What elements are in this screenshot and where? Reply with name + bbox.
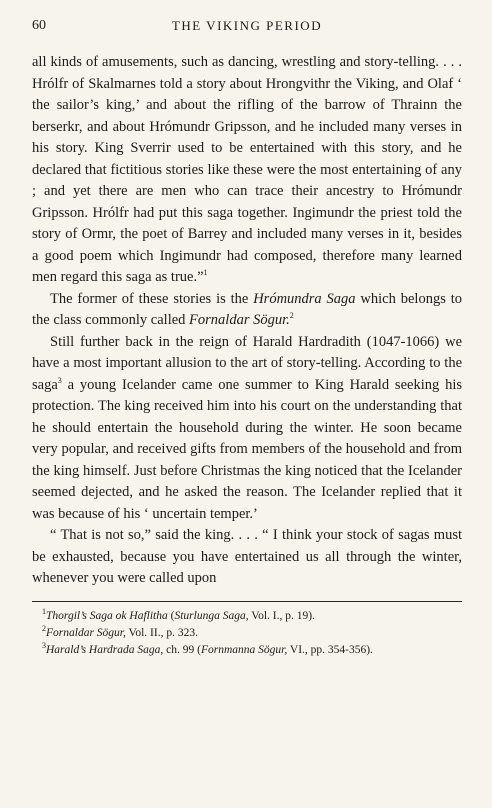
text-run: “ That is not so,” said the king. . . . “ I think your stock of sagas must be exhausted, because you have entertained us all through the winter, whenever you were called upon [32, 527, 462, 586]
note-marker: 3 [57, 375, 62, 385]
italic-title: Fornaldar Sögur. [189, 312, 290, 328]
note-marker: 3 [42, 640, 46, 650]
text-run: The former of these stories is the [50, 290, 254, 307]
body-text [32, 52, 462, 590]
italic-title: Fornmanna Sögur, [200, 643, 288, 656]
text-run: Vol. I., p. 19). [248, 609, 315, 622]
paragraph [32, 52, 462, 289]
text-run: a young Icelander came one summer to King Harald seeking his protection. The king received him into his court on the understanding that he should entertain the household during the winter. He soon became very popular, and received gifts from members of the household and from the king himself. Just before Christmas the king noticed that the Icelander seemed dejected, and he asked the reason. The Icelander replied that it was because of his ‘ uncertain temper.’ [32, 376, 462, 522]
paragraph [32, 525, 462, 590]
paragraph [32, 332, 462, 526]
italic-title: Sturlunga Saga, [174, 609, 249, 622]
text-run: all kinds of amusements, such as dancing, wrestling and story-telling. . . . Hrólfr of Skalmarnes told a story about Hrongvithr the Viking, and Olaf ‘ the sailor’s king,’ and about the rifling of the barrow of Thrainn the berserkr, and about Hrómundr Gripsson, and he included many verses in his story. King Sverrir used to be entertained with this story, and he declared that fictitious stories like these were the most entertaining of any ; and yet there are men who can trace their ancestry to Hrómundr Gripsson. Hrólfr had put this saga together. Ingimundr the priest told the story of Ormr, the poet of Barrey and included many verses in it, besides a good poem which Ingimundr had composed, therefore many learned men regard this saga as true.” [32, 54, 462, 285]
note-marker: 1 [203, 268, 208, 278]
text-run: ch. 99 ( [163, 643, 201, 656]
paragraph [32, 289, 462, 332]
footnote-rule [32, 601, 462, 602]
footnote [32, 642, 462, 659]
footnote [32, 608, 462, 625]
running-head: THE VIKING PERIOD [171, 18, 323, 33]
note-marker: 2 [42, 623, 46, 633]
page-header [32, 18, 462, 40]
note-marker: 1 [42, 606, 46, 616]
text-run: Vol. II., p. 323. [125, 626, 198, 639]
italic-title: Harald’s Hardrada Saga, [46, 643, 164, 656]
italic-title: Fornaldar Sögur, [46, 626, 126, 639]
footnote [32, 625, 462, 642]
footnotes [32, 608, 462, 659]
text-run: which belongs to the class commonly called [32, 290, 462, 328]
page-number: 60 [32, 18, 46, 33]
note-marker: 2 [289, 311, 294, 321]
text-run: VI., pp. 354-356). [287, 643, 373, 656]
italic-title: Thorgil’s Saga ok Haflitha [46, 609, 168, 622]
text-run: Still further back in the reign of Harald Hardradith (1047-1066) we have a most important allusion to the art of story-telling. According to the saga [32, 333, 462, 393]
italic-title: Hrómundra Saga [253, 290, 356, 307]
text-run: ( [167, 609, 175, 622]
